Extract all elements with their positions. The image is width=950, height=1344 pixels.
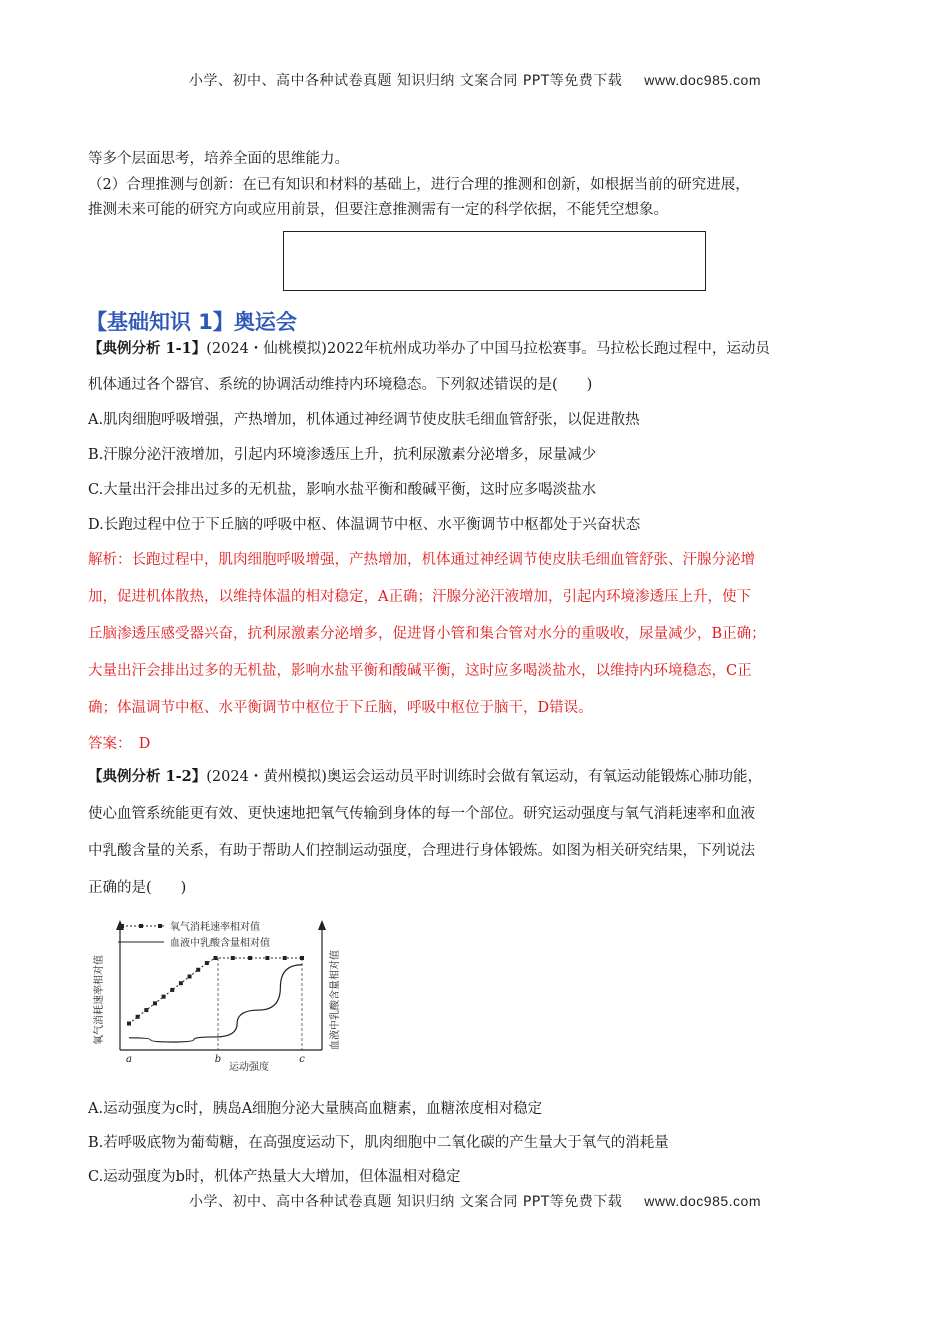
q1-option-a: A.肌肉细胞呼吸增强，产热增加，机体通过神经调节使皮肤毛细血管舒张，以促进散热 bbox=[88, 412, 640, 428]
footer-site: www.doc985.com bbox=[644, 1193, 761, 1209]
oxygen-point-9 bbox=[205, 961, 209, 965]
oxygen-point-12 bbox=[248, 956, 252, 960]
x-axis-label: 运动强度 bbox=[229, 1062, 269, 1073]
header-site: www.doc985.com bbox=[644, 72, 761, 88]
q1-analysis-line-1: 解析：长跑过程中，肌肉细胞呼吸增强，产热增加，机体通过神经调节使皮肤毛细血管舒张、汗腺分泌增 bbox=[88, 552, 755, 568]
tick-label-c: c bbox=[299, 1054, 305, 1065]
oxygen-point-3 bbox=[153, 1001, 157, 1005]
oxygen-point-7 bbox=[188, 974, 192, 978]
q1-tag: 【典例分析 1-1】 bbox=[88, 340, 207, 357]
page-header bbox=[0, 70, 950, 90]
oxygen-point-1 bbox=[136, 1015, 140, 1019]
series-layer bbox=[127, 956, 304, 1042]
q2-tag: 【典例分析 1-2】 bbox=[88, 768, 207, 785]
oxygen-point-4 bbox=[162, 995, 166, 999]
legend-swatch-marker-3 bbox=[158, 924, 162, 928]
oxygen-point-15 bbox=[300, 956, 304, 960]
oxygen-point-0 bbox=[127, 1022, 131, 1026]
empty-box bbox=[283, 231, 706, 291]
right-axis-label: 血液中乳酸含量相对值 bbox=[330, 950, 341, 1050]
legend-swatch-marker-2 bbox=[139, 924, 143, 928]
q2-stem-3: 中乳酸含量的关系，有助于帮助人们控制运动强度，合理进行身体锻炼。如图为相关研究结果，下列说法 bbox=[88, 843, 755, 859]
tick-label-b: b bbox=[214, 1054, 222, 1065]
chart bbox=[84, 910, 364, 1090]
oxygen-point-10 bbox=[214, 956, 218, 960]
q1-option-c: C.大量出汗会排出过多的无机盐，影响水盐平衡和酸碱平衡，这时应多喝淡盐水 bbox=[88, 482, 597, 498]
legend-label-oxygen: 氧气消耗速率相对值 bbox=[170, 922, 260, 933]
q1-analysis-line-5: 确；体温调节中枢、水平衡调节中枢位于下丘脑，呼吸中枢位于脑干，D错误。 bbox=[88, 700, 593, 716]
intro-line-1: 等多个层面思考，培养全面的思维能力。 bbox=[88, 151, 349, 167]
q1-answer: 答案： D bbox=[88, 736, 151, 752]
header-text: 小学、初中、高中各种试卷真题 知识归纳 文案合同 PPT等免费下载 bbox=[188, 73, 623, 89]
oxygen-point-13 bbox=[265, 956, 269, 960]
oxygen-point-2 bbox=[144, 1008, 148, 1012]
q1-analysis-line-4: 大量出汗会排出过多的无机盐，影响水盐平衡和酸碱平衡，这时应多喝淡盐水，以维持内环境稳态，C正 bbox=[88, 663, 752, 679]
q2-option-a: A.运动强度为c时，胰岛A细胞分泌大量胰高血糖素，血糖浓度相对稳定 bbox=[88, 1101, 543, 1117]
footer-text: 小学、初中、高中各种试卷真题 知识归纳 文案合同 PPT等免费下载 bbox=[188, 1194, 623, 1210]
q1-stem-1: (2024・仙桃模拟)2022年杭州成功举办了中国马拉松赛事。马拉松长跑过程中，运动员 bbox=[206, 341, 770, 357]
oxygen-point-11 bbox=[231, 956, 235, 960]
q2-stem-2: 使心血管系统能更有效、更快速地把氧气传输到身体的每一个部位。研究运动强度与氧气消耗速率和血液 bbox=[88, 806, 755, 822]
oxygen-point-8 bbox=[196, 968, 200, 972]
legend-swatch-marker-1 bbox=[120, 924, 124, 928]
q2-option-b: B.若呼吸底物为葡萄糖，在高强度运动下，肌肉细胞中二氧化碳的产生量大于氧气的消耗量 bbox=[88, 1135, 669, 1151]
q1-stem-2: 机体通过各个器官、系统的协调活动维持内环境稳态。下列叙述错误的是( ) bbox=[88, 377, 593, 393]
oxygen-point-14 bbox=[283, 956, 287, 960]
legend-label-lactate: 血液中乳酸含量相对值 bbox=[170, 938, 270, 949]
intro-line-2: （2）合理推测与创新：在已有知识和材料的基础上，进行合理的推测和创新，如根据当前的研究进展， bbox=[88, 177, 750, 193]
oxygen-point-5 bbox=[170, 988, 174, 992]
page-footer bbox=[0, 1191, 950, 1211]
section-title: 【基础知识 1】奥运会 bbox=[86, 310, 297, 334]
left-axis-label: 氧气消耗速率相对值 bbox=[94, 955, 105, 1045]
q2-stem-1: (2024・黄州模拟)奥运会运动员平时训练时会做有氧运动，有氧运动能锻炼心肺功能， bbox=[206, 769, 762, 785]
q1-option-d: D.长跑过程中位于下丘脑的呼吸中枢、体温调节中枢、水平衡调节中枢都处于兴奋状态 bbox=[88, 517, 641, 533]
q1-stem-line-1 bbox=[88, 337, 863, 358]
q2-stem-4: 正确的是( ) bbox=[88, 880, 187, 896]
tick-label-a: a bbox=[126, 1054, 132, 1065]
series-line-oxygen bbox=[129, 958, 302, 1024]
right-axis-arrow bbox=[318, 920, 326, 930]
q2-option-c: C.运动强度为b时，机体产热量大大增加，但体温相对稳定 bbox=[88, 1169, 461, 1185]
q1-option-b: B.汗腺分泌汗液增加，引起内环境渗透压上升，抗利尿激素分泌增多，尿量减少 bbox=[88, 447, 597, 463]
oxygen-point-6 bbox=[179, 981, 183, 985]
q1-analysis-line-3: 丘脑渗透压感受器兴奋，抗利尿激素分泌增多，促进肾小管和集合管对水分的重吸收，尿量减少，B正确； bbox=[88, 626, 766, 642]
intro-line-3: 推测未来可能的研究方向或应用前景，但要注意推测需有一定的科学依据，不能凭空想象。 bbox=[88, 202, 668, 218]
q1-analysis-line-2: 加，促进机体散热，以维持体温的相对稳定，A正确；汗腺分泌汗液增加，引起内环境渗透压上升，使下 bbox=[88, 589, 751, 605]
q2-stem-line-1 bbox=[88, 765, 863, 786]
